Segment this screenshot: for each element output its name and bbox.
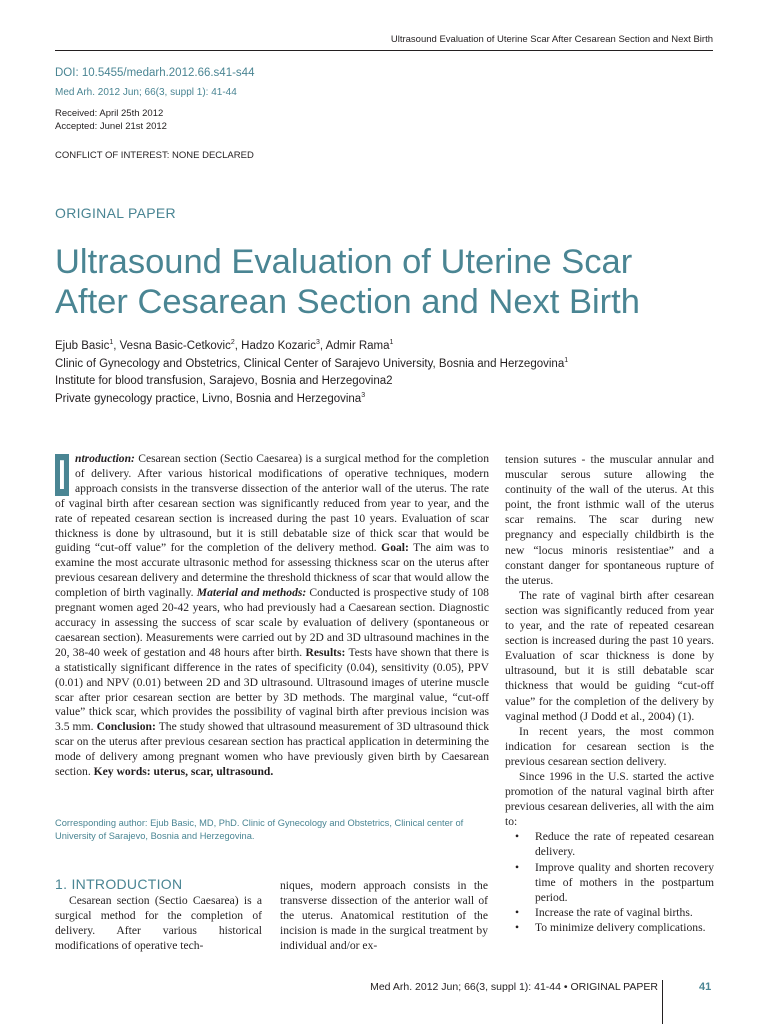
author-3-affil: 3 [315,339,320,347]
received-date: Received: April 25th 2012 [55,108,164,119]
doi: DOI: 10.5455/medarh.2012.66.s41-s44 [55,67,255,79]
list-item: • Increase the rate of vaginal births. [505,905,714,920]
abstract-methods-label: Material and methods: [196,586,307,600]
right-column [505,452,714,935]
list-item: • Improve quality and shorten recovery time of mothers in the postpartum period. [505,860,714,905]
abstract [55,452,489,780]
author-1-affil: 1 [109,339,114,347]
section-heading-introduction: 1. INTRODUCTION [55,876,183,892]
article-type-original: ORIGINAL [55,205,128,221]
affiliation-3: Private gynecology practice, Livno, Bosnia and Herzegovina$^3$ [55,391,366,405]
article-type-paper: PAPER [127,205,176,221]
abstract-keywords: Key words: uterus, scar, ultrasound. [93,765,274,779]
journal-citation: Med Arh. 2012 Jun; 66(3, suppl 1): 41-44 [55,87,237,98]
paragraph: The rate of vaginal birth after cesarean section was significantly reduced from year to year, and the rate of repeated cesarean section is increased during the past 10 years. Evaluation of scar thickness is done by ultrasound, but it is still debatable scar thickness that would be guiding “cut-off value” for the completion of the delivery by vaginal method (J Dodd et al., 2004) (1). [505,588,714,723]
author-3: , Hadzo Kozaric [234,340,316,352]
conflict-of-interest: CONFLICT OF INTEREST: NONE DECLARED [55,150,254,161]
author-block [55,338,715,408]
drop-cap: I [56,454,68,496]
paragraph: tension sutures - the muscular annular and muscular serous suture allowing the continuity of the wall of the uterus. At this point, the front isthmic wall of the uterus scar remains. The scar during new pregnancy and especially childbirth is the new “locus minoris resistentiae” and a constant danger for spontaneous rupture of the uterus. [505,453,714,587]
title-line-1: Ultrasound Evaluation of Uterine Scar [55,243,633,281]
author-4: , Admir Rama [319,340,390,352]
abstract-results-label: Results: [305,645,346,659]
page-number: 41 [699,981,712,993]
paragraph: Since 1996 in the U.S. started the active promotion of the natural vaginal birth after previous cesarean deliveries, all with the aim to: [505,769,714,829]
affiliation-2: Institute for blood transfusion, Sarajevo, Bosnia and Herzegovina2 [55,375,393,387]
corresponding-author: Corresponding author: Ejub Basic, MD, PhD. Clinic of Gynecology and Obstetrics, Clinical center of University of Sarajevo, Bosnia and Herzegovina. [55,818,464,841]
intro-column-1: Cesarean section (Sectio Caesarea) is a surgical method for the completion of delivery. After various historical modifications of operative tech- [55,894,262,952]
author-2-affil: 2 [230,339,235,347]
footer-divider [662,980,663,1024]
paragraph: In recent years, the most common indication for cesarean section is the previous cesarean section delivery. [505,724,714,768]
intro-column-2: niques, modern approach consists in the transverse dissection of the anterior wall of the uterus. Anatomical restitution of the incision is made in the surgical treatment by individual and/or ex- [280,879,488,952]
running-header: Ultrasound Evaluation of Uterine Scar After Cesarean Section and Next Birth [390,34,713,45]
footer-citation: Med Arh. 2012 Jun; 66(3, suppl 1): 41-44 • ORIGINAL PAPER [370,981,658,993]
title-line-2: After Cesarean Section and Next Birth [55,283,640,321]
aims-list [505,829,714,935]
page-title [55,242,735,322]
author-1: Ejub Basic [55,340,110,352]
abstract-methods-text: Conducted is prospective study of 108 pregnant women aged 20-42 years, who had previously had a Caesarean section. Diagnostic accuracy in assessing the success of scar scale by evaluation of delivery (spontaneous or caesarean section). Measurements were carried out by 2D and 3D ultrasound machines in the 20, 38-40 week of gestation and 48 hours after birth. [55,586,489,659]
abstract-conclusion-text: The study showed that ultrasound measurement of 3D ultrasound thick scar on the uterus after previous cesarean section has practical application in determining the mode of delivery among pregnant women who have previously given birth by Caesarean section. [55,720,490,779]
abstract-goal-text: The aim was to examine the most accurate ultrasonic method for assessing thickness scar on the uterus after previous cesarean delivery and determine the threshold thickness of scar that would allow the completion of birth vaginally. [55,541,489,600]
accepted-date: Accepted: Junel 21st 2012 [55,121,167,132]
list-item: • Reduce the rate of repeated cesarean delivery. [505,829,714,859]
abstract-intro-text: Cesarean section (Sectio Caesarea) is a surgical method for the completion of delivery. After various historical modifications of operative techniques, modern approach consists in the transverse dissection of the anterior wall of the uterus. The rate of vaginal birth after cesarean section was significantly reduced from year to year, and the rate of repeated cesarean section is increased during the past 10 years. Evaluation of scar thickness is done by ultrasound, but it is still debatable size of thick scar that would be guiding “cut-off value” for the completion of the delivery method. [55,452,489,555]
author-2: , Vesna Basic-Cetkovic [113,340,231,352]
author-4-affil: 1 [389,339,394,347]
abstract-intro-label: ntroduction: [75,452,135,465]
header-rule [55,50,713,51]
author-list [55,338,715,356]
affiliation-1: Clinic of Gynecology and Obstetrics, Clinical Center of Sarajevo University, Bosnia and Herzegovina$^1$ [55,356,569,370]
list-item: • To minimize delivery complications. [505,920,714,935]
abstract-conclusion-label: Conclusion: [96,720,156,734]
article-type [55,205,176,221]
abstract-results-text: Tests have shown that there is a statistically significant difference in the rates of specificity (0.04), sensitivity (0.05), PPV (0.01) and NPV (0.01) between 2D and 3D ultrasound. Ultrasound images of uterine muscle scar after prior cesarean section are better by 3D methods. The marginal value, “cut-off value” thick scar, which provides the possibility of vaginal birth after previous incision was 3.5 mm. [55,645,489,734]
abstract-goal-label: Goal: [381,541,409,555]
